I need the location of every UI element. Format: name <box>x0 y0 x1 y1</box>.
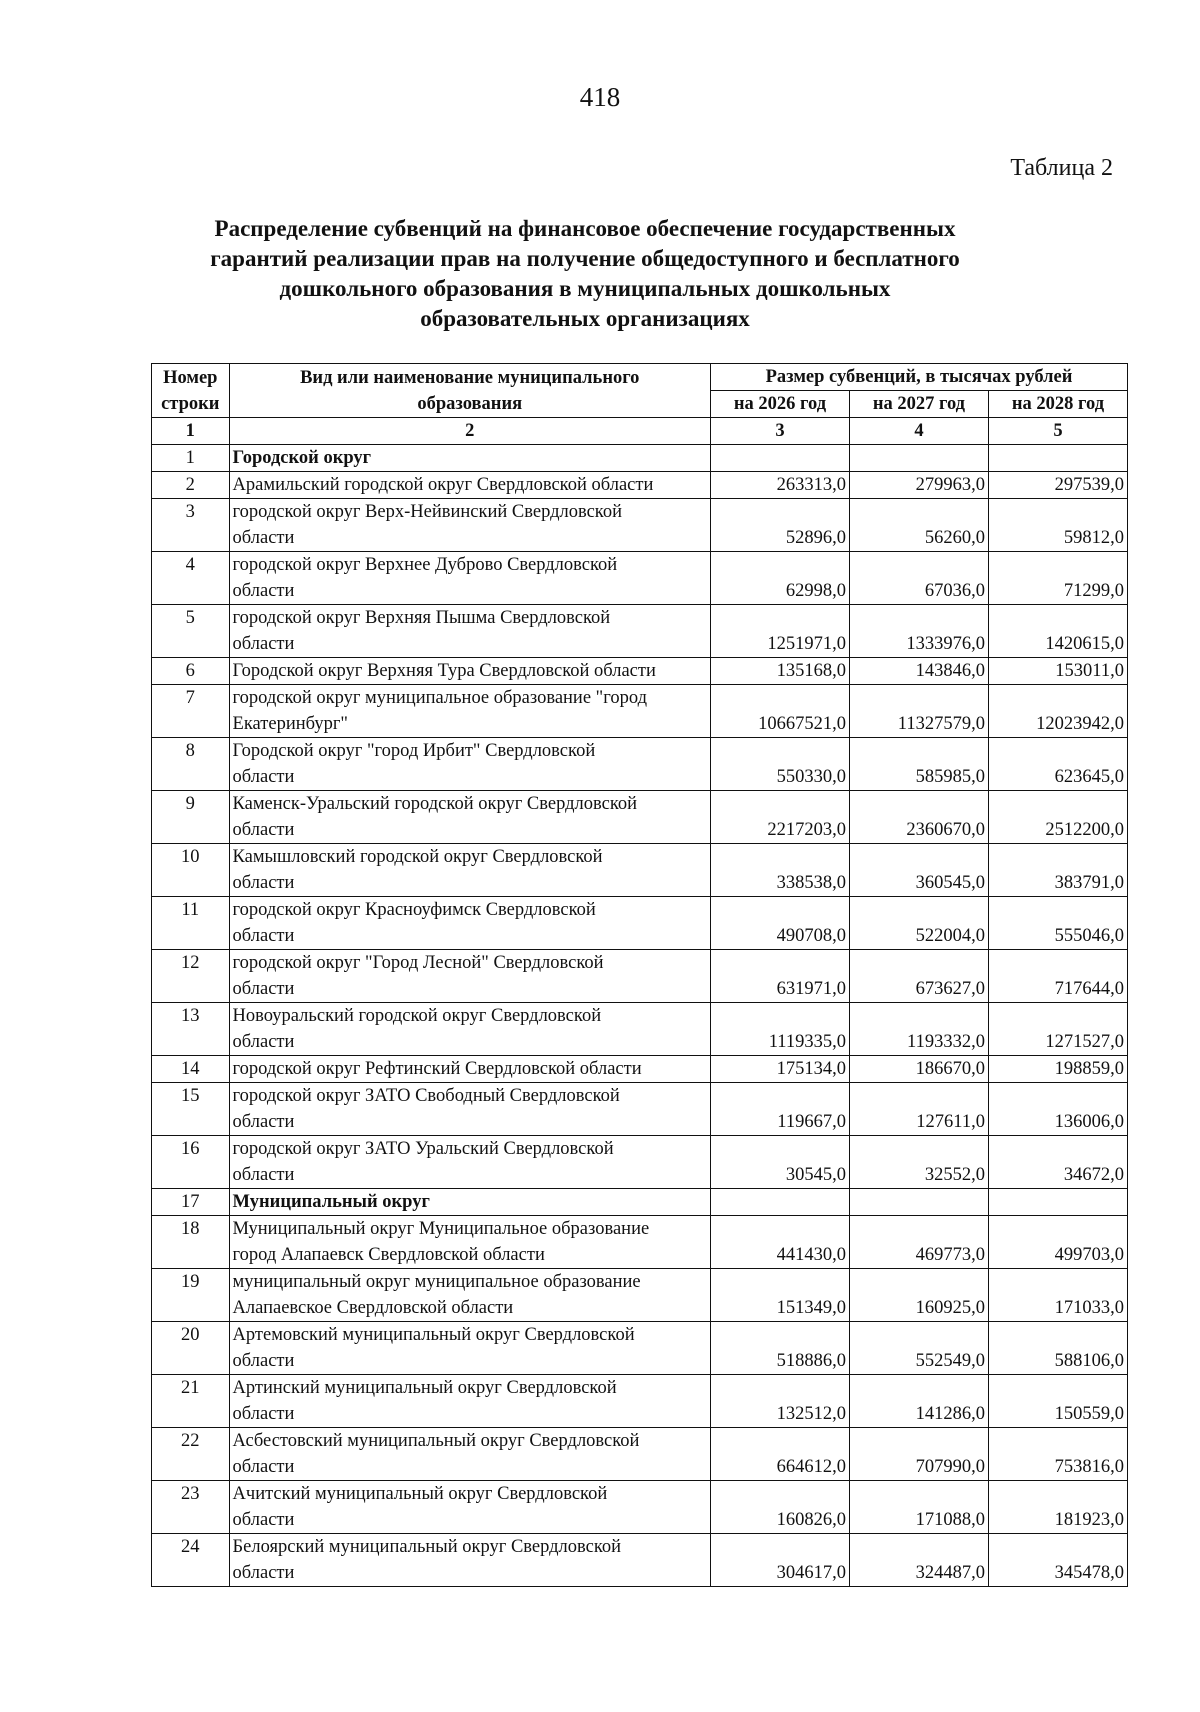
name-line: Асбестовский муниципальный округ Свердловской <box>232 1431 640 1451</box>
amount-2027: 186670,0 <box>849 1056 988 1083</box>
section-name <box>229 445 710 472</box>
page-number: 418 <box>579 82 621 112</box>
header-row-number <box>152 364 230 418</box>
table-label: Таблица 2 <box>1010 155 1113 181</box>
row-number: 10 <box>152 844 230 897</box>
municipality-name <box>229 1083 710 1136</box>
table-row <box>152 1083 1128 1136</box>
name-line: городской округ ЗАТО Уральский Свердловской <box>232 1139 614 1159</box>
name-line: области <box>232 1112 295 1132</box>
amount-2027: 11327579,0 <box>849 685 988 738</box>
section-row <box>152 445 1128 472</box>
amount-2026: 1119335,0 <box>710 1003 849 1056</box>
amount-2027: 2360670,0 <box>849 791 988 844</box>
name-line: Ачитский муниципальный округ Свердловской <box>232 1484 608 1504</box>
name-line: области <box>232 1510 295 1530</box>
name-line: области <box>232 1351 295 1371</box>
municipality-name <box>229 950 710 1003</box>
amount-2028: 150559,0 <box>988 1375 1127 1428</box>
amount-2027: 171088,0 <box>849 1481 988 1534</box>
column-number-row <box>152 418 1128 445</box>
amount-2028: 717644,0 <box>988 950 1127 1003</box>
name-line: Каменск-Уральский городской округ Свердловской <box>232 794 638 814</box>
column-number: 4 <box>849 418 988 445</box>
amount-2026: 441430,0 <box>710 1216 849 1269</box>
name-line: городской округ Верхнее Дуброво Свердловской <box>232 555 618 575</box>
amount-2028: 555046,0 <box>988 897 1127 950</box>
municipality-name <box>229 738 710 791</box>
amount-2028: 136006,0 <box>988 1083 1127 1136</box>
header-row-1 <box>152 364 1128 391</box>
amount-2026: 304617,0 <box>710 1534 849 1587</box>
row-number: 8 <box>152 738 230 791</box>
municipality-name <box>229 499 710 552</box>
amount-2027: 673627,0 <box>849 950 988 1003</box>
amount-2027: 1333976,0 <box>849 605 988 658</box>
amount-2028: 753816,0 <box>988 1428 1127 1481</box>
amount-2027 <box>849 1189 988 1216</box>
amount-2026: 151349,0 <box>710 1269 849 1322</box>
row-number: 22 <box>152 1428 230 1481</box>
table-row <box>152 897 1128 950</box>
amount-2026: 263313,0 <box>710 472 849 499</box>
header-amount: Размер субвенций, в тысячах рублей <box>710 364 1127 391</box>
row-number: 20 <box>152 1322 230 1375</box>
amount-2026 <box>710 1189 849 1216</box>
amount-2027: 127611,0 <box>849 1083 988 1136</box>
row-number: 17 <box>152 1189 230 1216</box>
table-row <box>152 1481 1128 1534</box>
name-line: Камышловский городской округ Свердловской <box>232 847 603 867</box>
table-row <box>152 552 1128 605</box>
table-row <box>152 738 1128 791</box>
name-line: области <box>232 581 295 601</box>
name-line: Муниципальный округ <box>232 1192 430 1212</box>
row-number: 6 <box>152 658 230 685</box>
name-line: городской округ Верхняя Пышма Свердловской <box>232 608 611 628</box>
row-number: 4 <box>152 552 230 605</box>
row-number: 11 <box>152 897 230 950</box>
name-line: городской округ "Город Лесной" Свердловской <box>232 953 604 973</box>
row-number: 9 <box>152 791 230 844</box>
amount-2026: 1251971,0 <box>710 605 849 658</box>
amount-2028: 34672,0 <box>988 1136 1127 1189</box>
row-number: 3 <box>152 499 230 552</box>
amount-2026: 160826,0 <box>710 1481 849 1534</box>
column-number: 2 <box>229 418 710 445</box>
name-line: области <box>232 1032 295 1052</box>
name-line: муниципальный округ муниципальное образование <box>232 1272 641 1292</box>
amount-2026: 518886,0 <box>710 1322 849 1375</box>
amount-2028: 1271527,0 <box>988 1003 1127 1056</box>
amount-2027: 324487,0 <box>849 1534 988 1587</box>
table-row <box>152 950 1128 1003</box>
header-name <box>229 364 710 418</box>
table-row <box>152 1428 1128 1481</box>
section-row <box>152 1189 1128 1216</box>
amount-2028: 71299,0 <box>988 552 1127 605</box>
amount-2027: 360545,0 <box>849 844 988 897</box>
row-number: 12 <box>152 950 230 1003</box>
municipality-name <box>229 1375 710 1428</box>
amount-2026: 119667,0 <box>710 1083 849 1136</box>
row-number: 15 <box>152 1083 230 1136</box>
amount-2028: 297539,0 <box>988 472 1127 499</box>
title-line: образовательных организациях <box>420 306 750 331</box>
municipality-name <box>229 1322 710 1375</box>
amount-2026: 10667521,0 <box>710 685 849 738</box>
row-number: 5 <box>152 605 230 658</box>
name-line: области <box>232 634 295 654</box>
municipality-name <box>229 844 710 897</box>
header-row-number-l2: строки <box>161 393 220 414</box>
table-row <box>152 1269 1128 1322</box>
municipality-name <box>229 552 710 605</box>
municipality-name <box>229 1428 710 1481</box>
amount-2027: 1193332,0 <box>849 1003 988 1056</box>
amount-2026: 2217203,0 <box>710 791 849 844</box>
table-row <box>152 1056 1128 1083</box>
name-line: области <box>232 926 295 946</box>
title-line: дошкольного образования в муниципальных дошкольных <box>279 276 891 301</box>
name-line: области <box>232 873 295 893</box>
amount-2026: 52896,0 <box>710 499 849 552</box>
table-row <box>152 844 1128 897</box>
amount-2028: 153011,0 <box>988 658 1127 685</box>
table-row <box>152 499 1128 552</box>
name-line: Муниципальный округ Муниципальное образование <box>232 1219 650 1239</box>
amount-2027: 67036,0 <box>849 552 988 605</box>
row-number: 2 <box>152 472 230 499</box>
amount-2026 <box>710 445 849 472</box>
row-number: 16 <box>152 1136 230 1189</box>
municipality-name <box>229 791 710 844</box>
amount-2027: 141286,0 <box>849 1375 988 1428</box>
table-row <box>152 1003 1128 1056</box>
name-line: городской округ Рефтинский Свердловской области <box>232 1059 642 1079</box>
row-number: 13 <box>152 1003 230 1056</box>
amount-2026: 132512,0 <box>710 1375 849 1428</box>
section-name <box>229 1189 710 1216</box>
amount-2026: 62998,0 <box>710 552 849 605</box>
amount-2027: 585985,0 <box>849 738 988 791</box>
municipality-name <box>229 1269 710 1322</box>
amount-2028: 198859,0 <box>988 1056 1127 1083</box>
amount-2028: 12023942,0 <box>988 685 1127 738</box>
header-year-2028: на 2028 год <box>988 391 1127 418</box>
name-line: области <box>232 820 295 840</box>
municipality-name <box>229 1534 710 1587</box>
name-line: городской округ Верх-Нейвинский Свердловской <box>232 502 623 522</box>
row-number: 21 <box>152 1375 230 1428</box>
amount-2028: 1420615,0 <box>988 605 1127 658</box>
name-line: городской округ муниципальное образование "город <box>232 688 647 708</box>
name-line: Артинский муниципальный округ Свердловской <box>232 1378 617 1398</box>
amount-2028: 383791,0 <box>988 844 1127 897</box>
name-line: области <box>232 528 295 548</box>
amount-2026: 664612,0 <box>710 1428 849 1481</box>
column-number: 1 <box>152 418 230 445</box>
amount-2027: 522004,0 <box>849 897 988 950</box>
amount-2028 <box>988 1189 1127 1216</box>
name-line: области <box>232 979 295 999</box>
header-name-l2: образования <box>417 393 523 414</box>
table-row <box>152 658 1128 685</box>
table-row <box>152 1375 1128 1428</box>
amount-2028: 2512200,0 <box>988 791 1127 844</box>
name-line: области <box>232 1563 295 1583</box>
amount-2026: 631971,0 <box>710 950 849 1003</box>
municipality-name <box>229 472 710 499</box>
municipality-name <box>229 1136 710 1189</box>
amount-2027: 56260,0 <box>849 499 988 552</box>
amount-2028: 623645,0 <box>988 738 1127 791</box>
row-number: 14 <box>152 1056 230 1083</box>
amount-2026: 30545,0 <box>710 1136 849 1189</box>
amount-2027: 469773,0 <box>849 1216 988 1269</box>
amount-2028: 171033,0 <box>988 1269 1127 1322</box>
column-number: 3 <box>710 418 849 445</box>
amount-2026: 175134,0 <box>710 1056 849 1083</box>
amount-2028: 181923,0 <box>988 1481 1127 1534</box>
title-line: Распределение субвенций на финансовое обеспечение государственных <box>214 216 956 241</box>
amount-2028: 588106,0 <box>988 1322 1127 1375</box>
amount-2028: 59812,0 <box>988 499 1127 552</box>
name-line: Городской округ "город Ирбит" Свердловской <box>232 741 596 761</box>
name-line: Новоуральский городской округ Свердловской <box>232 1006 602 1026</box>
amount-2027: 143846,0 <box>849 658 988 685</box>
municipality-name <box>229 1481 710 1534</box>
header-row-number-l1: Номер <box>163 367 218 388</box>
subventions-table <box>151 363 1128 1587</box>
header-year-2026: на 2026 год <box>710 391 849 418</box>
amount-2028 <box>988 445 1127 472</box>
amount-2026: 338538,0 <box>710 844 849 897</box>
amount-2026: 550330,0 <box>710 738 849 791</box>
municipality-name <box>229 658 710 685</box>
table-row <box>152 685 1128 738</box>
municipality-name <box>229 1056 710 1083</box>
name-line: Екатеринбург" <box>232 714 348 734</box>
name-line: области <box>232 1404 295 1424</box>
table-row <box>152 605 1128 658</box>
amount-2026: 490708,0 <box>710 897 849 950</box>
row-number: 18 <box>152 1216 230 1269</box>
row-number: 19 <box>152 1269 230 1322</box>
name-line: городской округ Красноуфимск Свердловской <box>232 900 596 920</box>
municipality-name <box>229 685 710 738</box>
table-row <box>152 1216 1128 1269</box>
table-row <box>152 1322 1128 1375</box>
name-line: Белоярский муниципальный округ Свердловской <box>232 1537 622 1557</box>
column-number: 5 <box>988 418 1127 445</box>
name-line: городской округ ЗАТО Свободный Свердловской <box>232 1086 620 1106</box>
name-line: Алапаевское Свердловской области <box>232 1298 514 1318</box>
amount-2026: 135168,0 <box>710 658 849 685</box>
name-line: Артемовский муниципальный округ Свердловской <box>232 1325 635 1345</box>
amount-2028: 345478,0 <box>988 1534 1127 1587</box>
name-line: город Алапаевск Свердловской области <box>232 1245 545 1265</box>
amount-2027: 552549,0 <box>849 1322 988 1375</box>
title-line: гарантий реализации прав на получение общедоступного и бесплатного <box>210 246 960 271</box>
table-row <box>152 791 1128 844</box>
name-line: Городской округ <box>232 448 372 468</box>
row-number: 23 <box>152 1481 230 1534</box>
table-row <box>152 1136 1128 1189</box>
amount-2027: 160925,0 <box>849 1269 988 1322</box>
name-line: области <box>232 767 295 787</box>
table-title <box>150 214 1020 334</box>
row-number: 7 <box>152 685 230 738</box>
amount-2027: 279963,0 <box>849 472 988 499</box>
name-line: Городской округ Верхняя Тура Свердловской области <box>232 661 656 681</box>
header-name-l1: Вид или наименование муниципального <box>300 367 640 388</box>
municipality-name <box>229 605 710 658</box>
municipality-name <box>229 1003 710 1056</box>
table-row <box>152 472 1128 499</box>
row-number: 1 <box>152 445 230 472</box>
name-line: Арамильский городской округ Свердловской области <box>232 475 654 495</box>
header-year-2027: на 2027 год <box>849 391 988 418</box>
name-line: области <box>232 1457 295 1477</box>
amount-2028: 499703,0 <box>988 1216 1127 1269</box>
table-row <box>152 1534 1128 1587</box>
amount-2027: 707990,0 <box>849 1428 988 1481</box>
municipality-name <box>229 897 710 950</box>
name-line: области <box>232 1165 295 1185</box>
amount-2027: 32552,0 <box>849 1136 988 1189</box>
amount-2027 <box>849 445 988 472</box>
row-number: 24 <box>152 1534 230 1587</box>
municipality-name <box>229 1216 710 1269</box>
